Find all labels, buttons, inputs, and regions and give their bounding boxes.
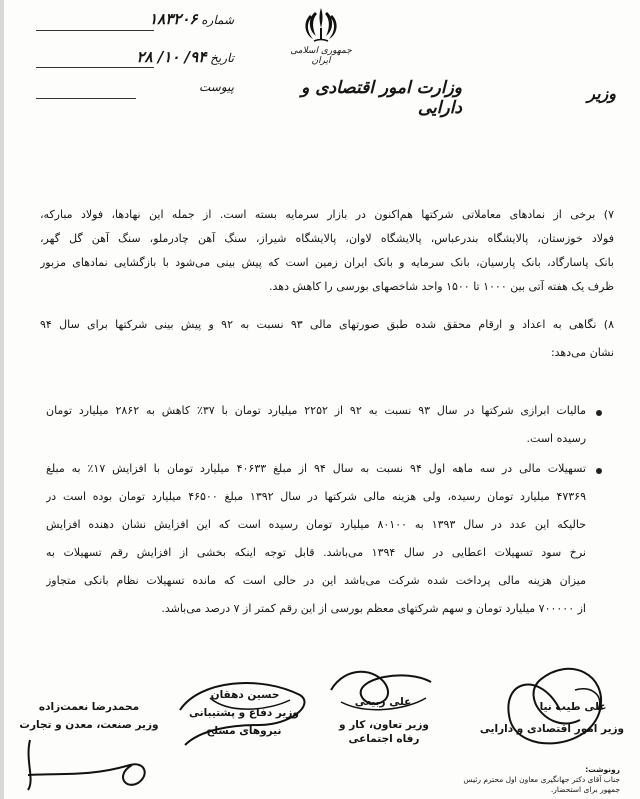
letter-date: ۹۴/ ۱۰/ ۲۸	[136, 48, 207, 66]
letter-number: ۱۸۳۲۰۶	[149, 10, 198, 28]
body-line: فولاد خوزستان، پالایشگاه بندرعباس، پالایشگاه لاوان، پالایشگاه شیراز، سنگ آهن چادرملو، سنگ آهن گل گهر،	[40, 232, 614, 245]
body-line: نرخ سود تسهیلات اعطایی در سال ۱۳۹۴ می‌باشد. قابل توجه اینکه بخشی از افزایش رقم تسهیلات به	[46, 546, 586, 559]
number-underline	[36, 30, 154, 31]
number-label: شماره	[201, 13, 234, 27]
iran-emblem-icon	[302, 6, 340, 46]
body-line: رسیده است.	[526, 432, 586, 445]
body-line: ظرف یک هفته آتی بین ۱۰۰۰ تا ۱۵۰۰ واحد شاخصهای بورسی را کاهش دهد.	[269, 280, 614, 293]
scan-edge	[0, 0, 4, 799]
body-line: ۷) برخی از نمادهای معاملاتی شرکتها هم‌اکنون در بازار سرمایه بسته است. از جمله این نهادها، فولاد مبارکه،	[40, 208, 614, 221]
body-line: حالیکه این عدد در سال ۱۳۹۳ به ۸۰۱۰۰ میلیارد تومان رسیده است که این افزایش نشان دهنده افزایش	[46, 518, 586, 531]
attachment-row	[34, 80, 234, 94]
body-line: ۸) نگاهی به اعداد و ارقام محقق شده طبق صورتهای مالی ۹۳ نسبت به ۹۲ و پیش بینی شرکتها برای سال ۹۴	[40, 318, 614, 331]
cc-block	[444, 765, 620, 795]
letter-number-row	[34, 10, 234, 28]
body-line: ۴۷۳۶۹ میلیارد تومان رسیده، ولی هزینه مالی شرکتها در سال ۱۳۹۲ مبلغ ۴۶۵۰۰ میلیارد تومان بوده است در	[46, 490, 586, 503]
signer-2-title: وزیر تعاون، کار و رفاه اجتماعی	[339, 719, 429, 745]
signer-4-title: وزیر صنعت، معدن و تجارت	[19, 719, 159, 731]
republic-caption: جمهوری اسلامی ایران	[290, 46, 352, 66]
signer-1-title: وزیر امور اقتصادی و دارایی	[479, 723, 625, 735]
date-label: تاریخ	[210, 51, 234, 65]
signature-4-scribble	[20, 735, 160, 795]
signer-3-title: وزیر دفاع و پشتیبانی	[189, 707, 299, 719]
attachment-label: پیوست	[199, 80, 234, 94]
cc-text: جناب آقای دکتر جهانگیری معاون اول محترم رئیس جمهور برای استحضار.	[463, 775, 620, 794]
letter-date-row	[34, 48, 234, 66]
cc-label: رونوشت:	[585, 765, 620, 774]
ministry-title: وزارت امور اقتصادی و دارایی	[301, 78, 462, 118]
signer-1-name: علی طیب نیا	[539, 701, 607, 713]
body-line: میزان هزینه مالی پرداخت شده شرکت می‌باشد این در حالی است که مانده تسهیلات نظام بانکی متجاوز	[46, 574, 586, 587]
minister-label: وزیر	[587, 84, 616, 103]
date-underline	[36, 67, 154, 68]
attachment-underline	[36, 98, 136, 99]
body-line: مالیات ابرازی شرکتها در سال ۹۳ نسبت به ۹۲ از ۲۲۵۲ میلیارد تومان با ۳۷٪ کاهش به ۲۸۶۲ میلیارد تومان	[46, 404, 586, 417]
body-line: نشان می‌دهد:	[550, 346, 614, 359]
signer-3-name: حسین دهقان	[210, 689, 280, 701]
body-line: تسهیلات مالی در سه ماهه اول ۹۴ نسبت به سال ۹۴ از مبلغ ۴۰۶۳۳ میلیارد تومان با افزایش ۱۷٪ به مبلغ	[46, 462, 586, 475]
signature-2-scribble	[326, 660, 436, 720]
bullet-marker	[596, 468, 602, 474]
signer-3-title-line2: نیروهای مسلح	[206, 725, 282, 737]
signer-4-name: محمدرضا نعمت‌زاده	[38, 701, 140, 713]
body-line: از ۷۰۰۰۰۰ میلیارد تومان و سهم شرکتهای معظم بورسی از این رقم کمتر از ۷ درصد می‌باشد.	[161, 602, 586, 615]
signer-2-name: علی ربیعی	[354, 696, 412, 708]
bullet-marker	[596, 410, 602, 416]
body-line: بانک پاسارگاد، بانک پارسیان، بانک سرمایه و بانک ایران زمین است که پیش بینی می‌شود با بازگشایی نمادهای مزبور	[40, 256, 614, 269]
